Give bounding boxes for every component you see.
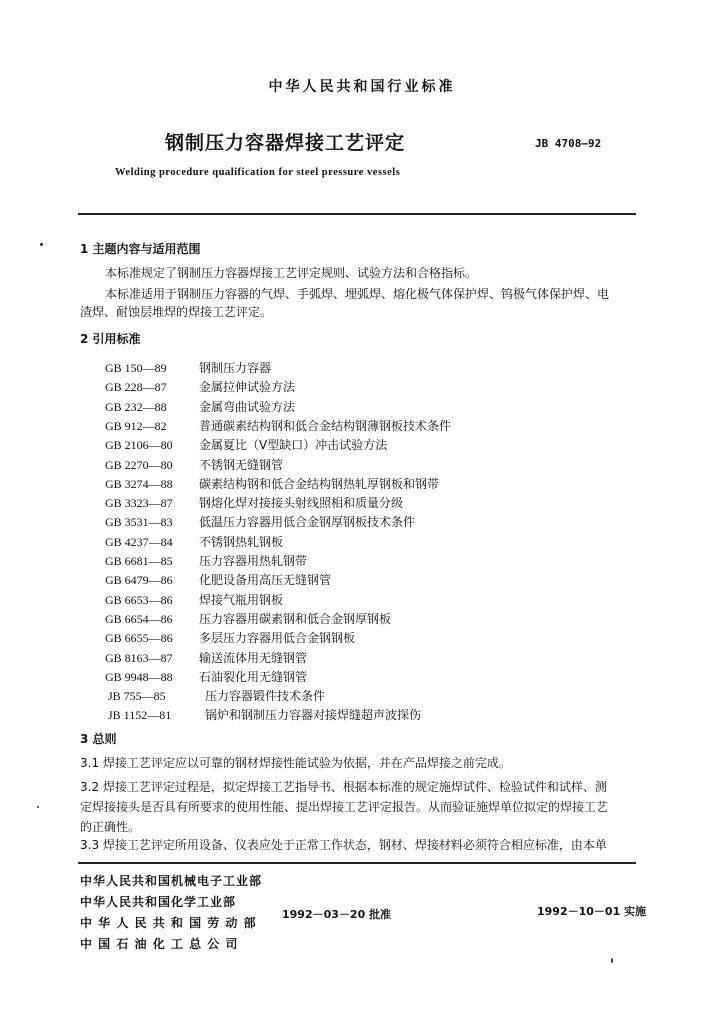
section-1-paragraph-2-line-2: 渣焊、耐蚀层堆焊的焊接工艺评定。 — [80, 305, 273, 319]
reference-code: GB 150—89 — [105, 361, 167, 375]
reference-code: GB 3274—88 — [105, 477, 173, 491]
clause-3-2-line-3: 的正确性。 — [80, 820, 141, 834]
reference-item — [105, 569, 331, 588]
standard-category: 中华人民共和国行业标准 — [268, 79, 456, 95]
reference-code: GB 3323—87 — [105, 496, 173, 510]
issuing-org-2: 中华人民共和国化学工业部 — [80, 895, 237, 909]
page-title: 钢制压力容器焊接工艺评定 — [165, 132, 406, 154]
reference-code: GB 2106—80 — [105, 438, 173, 452]
footer-divider — [78, 862, 636, 864]
reference-title: 压力容器锻件技术条件 — [205, 689, 326, 703]
effective-date: 1992－10－01 实施 — [537, 905, 647, 918]
reference-item — [105, 550, 307, 569]
reference-item — [105, 454, 283, 473]
reference-item — [105, 589, 283, 608]
reference-code: JB 1152—81 — [108, 708, 172, 722]
scan-speck — [611, 958, 613, 963]
reference-item — [105, 434, 387, 453]
reference-title: 压力容器用碳素钢和低合金钢厚钢板 — [199, 612, 392, 626]
reference-code: GB 4237—84 — [105, 535, 173, 549]
section-3-heading: 3 总则 — [80, 732, 117, 746]
reference-title: 焊接气瓶用钢板 — [199, 593, 284, 607]
reference-code: JB 755—85 — [108, 689, 166, 703]
reference-title: 多层压力容器用低合金钢钢板 — [199, 631, 356, 645]
reference-title: 化肥设备用高压无缝钢管 — [199, 573, 332, 587]
clause-3-2-line-1: 3.2 焊接工艺评定过程是，拟定焊接工艺指导书、根据本标准的规定施焊试件、检验试件和试样、测 — [80, 780, 607, 794]
reference-item — [108, 704, 421, 723]
header-divider — [78, 213, 636, 215]
scan-speck — [37, 806, 39, 808]
reference-title: 金属拉伸试验方法 — [199, 380, 296, 394]
clause-3-3: 3.3 焊接工艺评定所用设备、仪表应处于正常工作状态，钢材、焊接材料必须符合相应标准，由本单 — [80, 838, 607, 852]
reference-item — [105, 473, 439, 492]
reference-title: 不锈钢无缝钢管 — [199, 458, 284, 472]
english-title: Welding procedure qualification for steel pressure vessels — [115, 167, 401, 178]
reference-code: GB 6653—86 — [105, 593, 173, 607]
issuing-org-3: 中 华 人 民 共 和 国 劳 动 部 — [80, 916, 257, 930]
reference-code: GB 9948—88 — [105, 670, 173, 684]
reference-item — [105, 608, 391, 627]
reference-code: GB 232—88 — [105, 400, 167, 414]
reference-code: GB 6479—86 — [105, 573, 173, 587]
section-1-heading: 1 主题内容与适用范围 — [80, 242, 201, 256]
reference-code: GB 6681—85 — [105, 554, 173, 568]
reference-item — [105, 666, 307, 685]
clause-3-2-line-2: 定焊接接头是否具有所要求的使用性能、提出焊接工艺评定报告。从而验证施焊单位拟定的焊接工艺 — [80, 800, 609, 814]
reference-title: 输送流体用无缝钢管 — [199, 651, 308, 665]
reference-title: 普通碳素结构钢和低合金结构钢薄钢板技术条件 — [199, 419, 452, 433]
reference-code: GB 228—87 — [105, 380, 167, 394]
reference-title: 钢制压力容器 — [199, 361, 272, 375]
reference-title: 碳素结构钢和低合金结构钢热轧厚钢板和钢带 — [199, 477, 440, 491]
section-1-paragraph-2-line-1: 本标准适用于钢制压力容器的气焊、手弧焊、埋弧焊、熔化极气体保护焊、钨极气体保护焊、电 — [105, 287, 610, 301]
reference-title: 低温压力容器用低合金钢厚钢板技术条件 — [199, 515, 416, 529]
reference-item — [105, 627, 355, 646]
issuing-org-4: 中 国 石 油 化 工 总 公 司 — [80, 937, 239, 951]
reference-item — [105, 376, 295, 395]
reference-title: 不锈钢热轧钢板 — [199, 535, 284, 549]
section-1-paragraph-1: 本标准规定了钢制压力容器焊接工艺评定规则、试验方法和合格指标。 — [105, 266, 478, 280]
reference-title: 压力容器用热轧钢带 — [199, 554, 308, 568]
reference-title: 锅炉和钢制压力容器对接焊缝超声波探伤 — [205, 708, 422, 722]
reference-title: 钢熔化焊对接接头射线照相和质量分级 — [199, 496, 404, 510]
reference-item — [105, 531, 283, 550]
reference-code: GB 912—82 — [105, 419, 167, 433]
reference-item — [105, 396, 295, 415]
reference-item — [105, 511, 415, 530]
clause-3-1: 3.1 焊接工艺评定应以可靠的钢材焊接性能试验为依据，并在产品焊接之前完成。 — [80, 756, 511, 770]
reference-item — [105, 415, 451, 434]
reference-item — [108, 685, 325, 704]
reference-code: GB 2270—80 — [105, 458, 173, 472]
reference-item — [105, 492, 403, 511]
approval-date: 1992－03－20 批准 — [282, 908, 392, 921]
section-2-heading: 2 引用标准 — [80, 332, 141, 346]
standard-number: JB 4708—92 — [535, 137, 602, 150]
reference-code: GB 6655—86 — [105, 631, 173, 645]
issuing-org-1: 中华人民共和国机械电子工业部 — [80, 874, 263, 888]
reference-code: GB 8163—87 — [105, 651, 173, 665]
reference-code: GB 6654—86 — [105, 612, 173, 626]
scan-speck — [40, 243, 43, 246]
reference-title: 金属弯曲试验方法 — [199, 400, 296, 414]
reference-title: 石油裂化用无缝钢管 — [199, 670, 308, 684]
reference-title: 金属夏比（V型缺口）冲击试验方法 — [199, 438, 388, 452]
reference-code: GB 3531—83 — [105, 515, 173, 529]
reference-item — [105, 647, 307, 666]
reference-item — [105, 357, 271, 376]
